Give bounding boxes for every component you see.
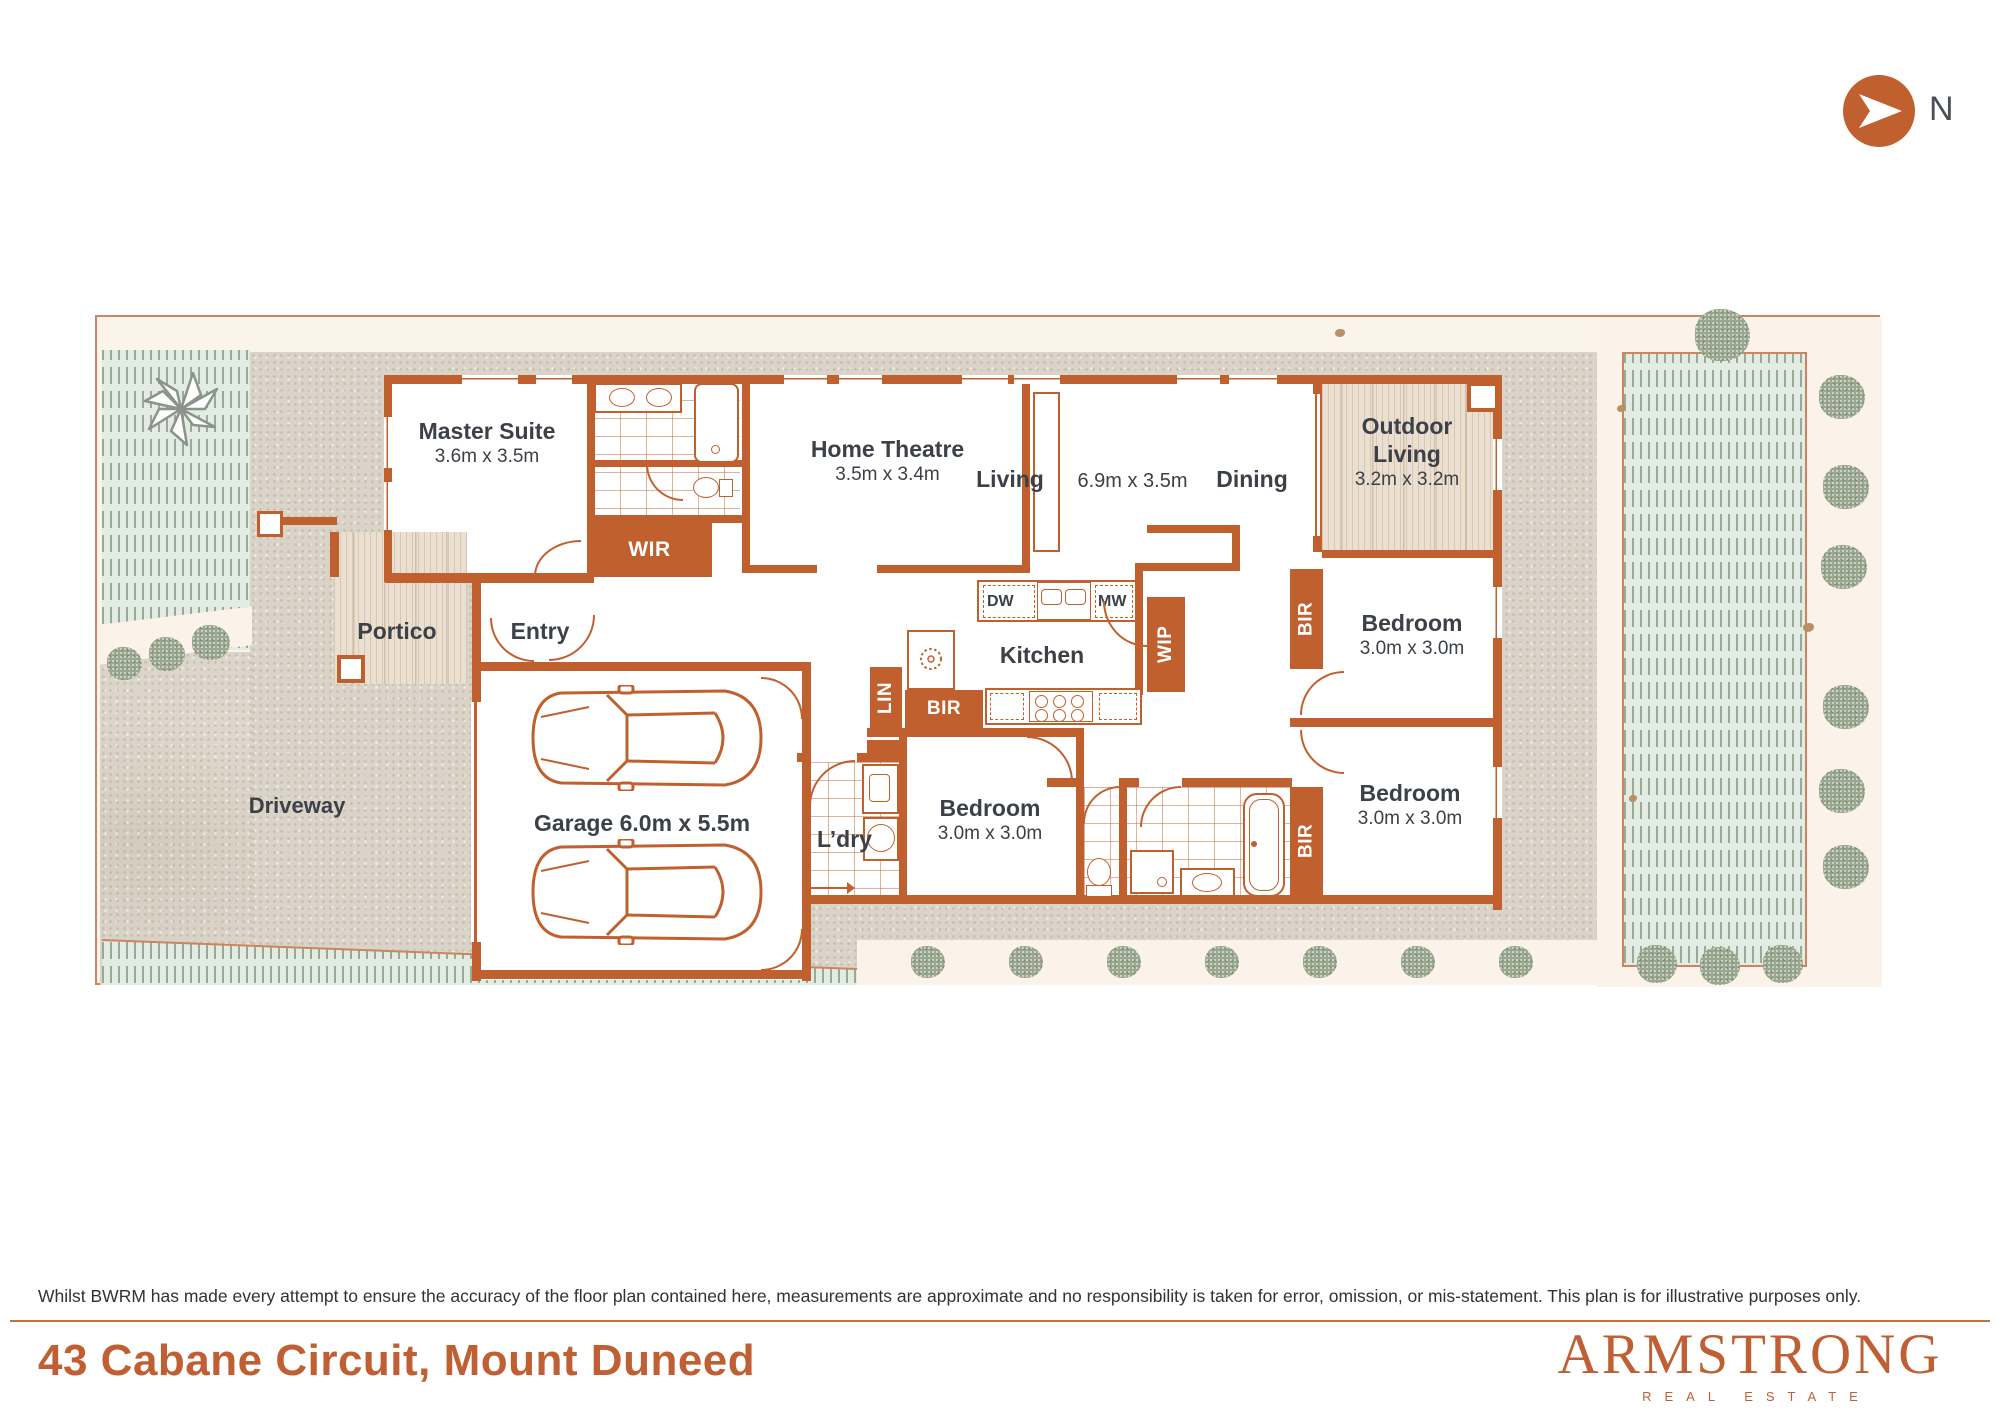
bush	[1303, 946, 1337, 978]
meter-box	[257, 511, 283, 537]
room-name: Bedroom	[939, 795, 1041, 821]
bush	[149, 637, 185, 671]
room-name: Entry	[510, 618, 570, 644]
room-dims: 3.2m x 3.2m	[1354, 469, 1460, 491]
room-label-bedroom3	[1340, 779, 1480, 830]
wall	[797, 753, 809, 762]
window	[534, 375, 574, 384]
bush	[1499, 946, 1533, 978]
window	[960, 375, 1010, 384]
room-label-bedroom4	[920, 794, 1060, 845]
fan-symbol	[915, 643, 947, 675]
divider-rule	[10, 1320, 1990, 1322]
door-threshold-arrow	[804, 887, 850, 889]
bush	[1107, 946, 1141, 978]
portico-pier	[337, 655, 365, 683]
room-name: L’dry	[817, 826, 872, 852]
toilet	[1087, 858, 1111, 886]
bush	[1823, 845, 1869, 889]
window	[1175, 375, 1222, 384]
tree	[1695, 309, 1750, 361]
burner	[1071, 709, 1084, 722]
bench-cupboard	[990, 693, 1024, 720]
toilet	[693, 477, 719, 498]
window	[384, 480, 392, 532]
window	[1493, 585, 1502, 640]
sink	[1192, 873, 1222, 892]
room-label-dining	[1197, 465, 1307, 493]
window	[837, 375, 884, 384]
sink	[646, 388, 672, 407]
bath-tap	[1251, 841, 1257, 847]
wall	[1313, 380, 1322, 394]
window	[1012, 375, 1062, 384]
room-label-laundry	[797, 825, 892, 853]
wall	[1135, 563, 1240, 571]
wall	[1147, 525, 1240, 533]
bush	[107, 647, 142, 680]
driveway-label: Driveway	[248, 793, 346, 818]
wall	[867, 728, 1084, 737]
bush	[1763, 945, 1803, 983]
window	[782, 375, 829, 384]
burner	[1071, 695, 1084, 708]
burner	[1053, 709, 1066, 722]
backyard-lawn	[1622, 352, 1807, 967]
room-name: Outdoor Living	[1361, 413, 1453, 468]
burner	[1035, 709, 1048, 722]
bush	[192, 625, 230, 660]
wall	[472, 662, 811, 671]
lin-label: LIN	[870, 667, 902, 729]
room-name: Dining	[1216, 466, 1288, 492]
bush	[1823, 465, 1869, 509]
agency-name: ARMSTRONG	[1557, 1323, 1943, 1386]
room-name: Home Theatre	[810, 436, 965, 462]
car-icon	[527, 839, 767, 945]
arrow-head	[847, 882, 855, 894]
bush	[1009, 946, 1043, 978]
shower	[1130, 850, 1174, 894]
living-dining-dims	[1070, 469, 1195, 493]
bir-label: BIR	[1290, 569, 1323, 669]
wall	[802, 895, 1502, 904]
room-name: Garage 6.0m x 5.5m	[533, 810, 751, 836]
bush	[911, 946, 945, 978]
wall	[384, 375, 392, 582]
sink	[1041, 589, 1062, 605]
rock	[1335, 329, 1345, 337]
room-name: Kitchen	[999, 642, 1085, 668]
north-label: N	[1929, 90, 1954, 128]
dw-label: DW	[987, 593, 1014, 610]
sink	[869, 774, 890, 802]
room-label-outdoor-living	[1337, 412, 1477, 491]
wall	[1322, 550, 1502, 558]
wall	[1290, 718, 1502, 727]
burner	[1053, 695, 1066, 708]
wall	[742, 565, 817, 573]
garage-roller-door	[474, 702, 477, 942]
sink	[1065, 589, 1086, 605]
shower-drain	[1157, 877, 1167, 887]
room-name: Bedroom	[1361, 610, 1463, 636]
bir-label: BIR	[905, 690, 983, 728]
room-dims: 3.0m x 3.0m	[937, 823, 1043, 845]
room-label-entry	[490, 617, 590, 645]
sliding-door	[1315, 394, 1317, 536]
deck-pier	[1467, 382, 1499, 412]
room-label-living	[955, 465, 1065, 493]
room-label-master	[417, 417, 557, 468]
wall	[1313, 536, 1322, 552]
agave-plant-icon	[137, 365, 225, 458]
room-dims: 6.9m x 3.5m	[1077, 470, 1188, 492]
property-address: 43 Cabane Circuit, Mount Duneed	[38, 1336, 756, 1385]
bush	[1637, 945, 1677, 983]
agency-tagline: REAL ESTATE	[1642, 1389, 1871, 1404]
room-label-bedroom2	[1342, 609, 1482, 660]
wall	[742, 380, 750, 573]
mw-label: MW	[1098, 593, 1127, 610]
wall	[472, 970, 811, 979]
room-label-garage	[517, 809, 767, 837]
wall	[1182, 778, 1292, 787]
room-label-kitchen	[977, 641, 1107, 669]
window	[1493, 765, 1502, 820]
bir-label: BIR	[1290, 787, 1323, 895]
window	[1493, 437, 1502, 492]
bench-cupboard	[1099, 693, 1137, 720]
bush	[1819, 769, 1865, 813]
wall	[877, 565, 1030, 573]
bush	[1700, 947, 1740, 985]
room-name: Portico	[357, 618, 437, 644]
room-name: Living	[976, 466, 1044, 492]
sink	[609, 388, 635, 407]
wall	[867, 740, 904, 755]
wall	[1119, 787, 1127, 895]
wall	[330, 532, 339, 577]
disclaimer-text: Whilst BWRM has made every attempt to ensure the accuracy of the floor plan contained here, measurements are approximate and no responsibility is taken for error, omission, or mis-statement. This plan is for illustrative purposes only.	[38, 1286, 1862, 1306]
wir-label: WIR	[587, 522, 712, 577]
sliding-door	[1320, 394, 1322, 536]
car-icon	[527, 685, 767, 791]
north-arrow-icon	[1843, 75, 1915, 152]
window	[460, 375, 520, 384]
bush	[1401, 946, 1435, 978]
burner	[1035, 695, 1048, 708]
bush	[1819, 375, 1865, 419]
room-label-home-theatre	[795, 435, 980, 486]
room-label-portico	[342, 617, 452, 645]
room-dims: 3.0m x 3.0m	[1359, 638, 1465, 660]
window	[384, 415, 392, 470]
site-plan	[95, 315, 1880, 985]
shower-drain	[711, 445, 720, 454]
bush	[1823, 685, 1869, 729]
bush	[1821, 545, 1867, 589]
room-dims: 3.0m x 3.0m	[1357, 808, 1463, 830]
toilet-base	[1086, 885, 1112, 897]
room-dims: 3.6m x 3.5m	[434, 446, 540, 468]
window	[1227, 375, 1279, 384]
room-name: Master Suite	[418, 418, 556, 444]
agency-logo	[1515, 1323, 1985, 1404]
wip-label: WIP	[1147, 597, 1185, 692]
room-dims: 3.5m x 3.4m	[835, 464, 940, 486]
wall	[1119, 778, 1139, 787]
room-name: Bedroom	[1359, 780, 1461, 806]
toilet-tank	[719, 479, 733, 497]
bush	[1205, 946, 1239, 978]
